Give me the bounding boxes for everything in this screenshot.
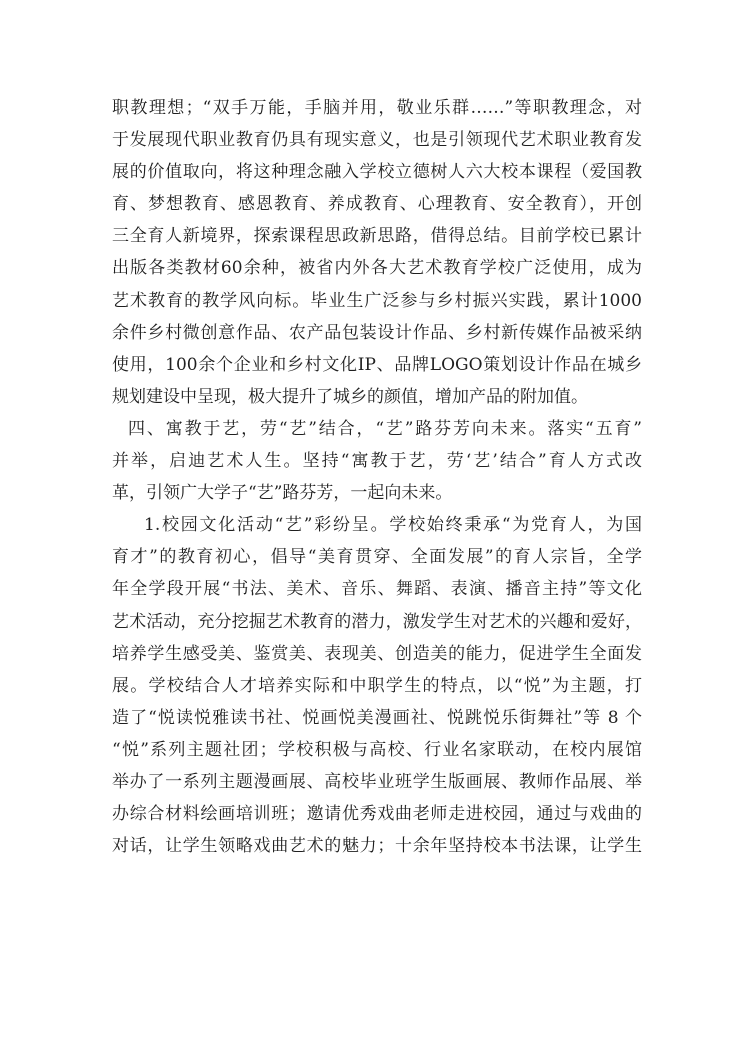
text-line: 艺术活动，充分挖掘艺术教育的潜力，激发学生对艺术的兴趣和爱好， — [112, 611, 642, 632]
paragraph-section-four — [112, 413, 642, 509]
document-body — [112, 92, 642, 862]
text-line: 规划建设中呈现，极大提升了城乡的颜值，增加产品的附加值。 — [112, 386, 588, 407]
text-line: 对话，让学生领略戏曲艺术的魅力；十余年坚持校本书法课，让学生 — [112, 836, 642, 857]
text-line: 三全育人新境界，探索课程思政新思路，借得总结。目前学校已累计 — [112, 226, 642, 247]
paragraph-item-one — [112, 509, 642, 862]
text-line: 使用，100余个企业和乡村文化IP、品牌LOGO策划设计作品在城乡 — [112, 354, 642, 375]
text-line: 展。学校结合人才培养实际和中职学生的特点，以“悦”为主题，打 — [112, 675, 642, 696]
text-line: 1.校园文化活动“艺”彩纷呈。学校始终秉承“为党育人，为国 — [144, 515, 642, 536]
text-line: 办综合材料绘画培训班；邀请优秀戏曲老师走进校园，通过与戏曲的 — [112, 804, 642, 825]
text-line: 艺术教育的教学风向标。毕业生广泛参与乡村振兴实践，累计1000 — [112, 290, 642, 311]
text-line: 造了“悦读悦雅读书社、悦画悦美漫画社、悦跳悦乐街舞社”等 8 个 — [112, 707, 642, 728]
text-line: 育、梦想教育、感恩教育、养成教育、心理教育、安全教育），开创 — [112, 194, 642, 215]
text-line: 年全学段开展“书法、美术、音乐、舞蹈、表演、播音主持”等文化 — [112, 579, 642, 600]
text-line: 出版各类教材60余种，被省内外各大艺术教育学校广泛使用，成为 — [112, 258, 642, 279]
text-line: 并举，启迪艺术人生。坚持“寓教于艺，劳‘艺’结合”育人方式改 — [112, 451, 642, 472]
text-line: 余件乡村微创意作品、农产品包装设计作品、乡村新传媒作品被采纳 — [112, 322, 642, 343]
text-line: 育才”的教育初心，倡导“美育贯穿、全面发展”的育人宗旨，全学 — [112, 547, 642, 568]
text-line: 举办了一系列主题漫画展、高校毕业班学生版画展、教师作品展、举 — [112, 771, 642, 792]
text-line: 职教理想；“双手万能，手脑并用，敬业乐群……”等职教理念，对 — [112, 98, 642, 118]
text-line: 展的价值取向，将这种理念融入学校立德树人六大校本课程（爱国教 — [112, 162, 642, 183]
paragraph-continued — [112, 92, 642, 413]
text-line: 革，引领广大学子“艺”路芬芳，一起向未来。 — [112, 483, 453, 504]
text-line: 四、寓教于艺，劳“艺”结合，“艺”路芬芳向未来。落实“五育” — [128, 418, 642, 439]
text-line: “悦”系列主题社团；学校积极与高校、行业名家联动，在校内展馆 — [112, 739, 642, 760]
text-line: 于发展现代职业教育仍具有现实意义，也是引领现代艺术职业教育发 — [112, 130, 642, 151]
text-line: 培养学生感受美、鉴赏美、表现美、创造美的能力，促进学生全面发 — [112, 643, 642, 664]
